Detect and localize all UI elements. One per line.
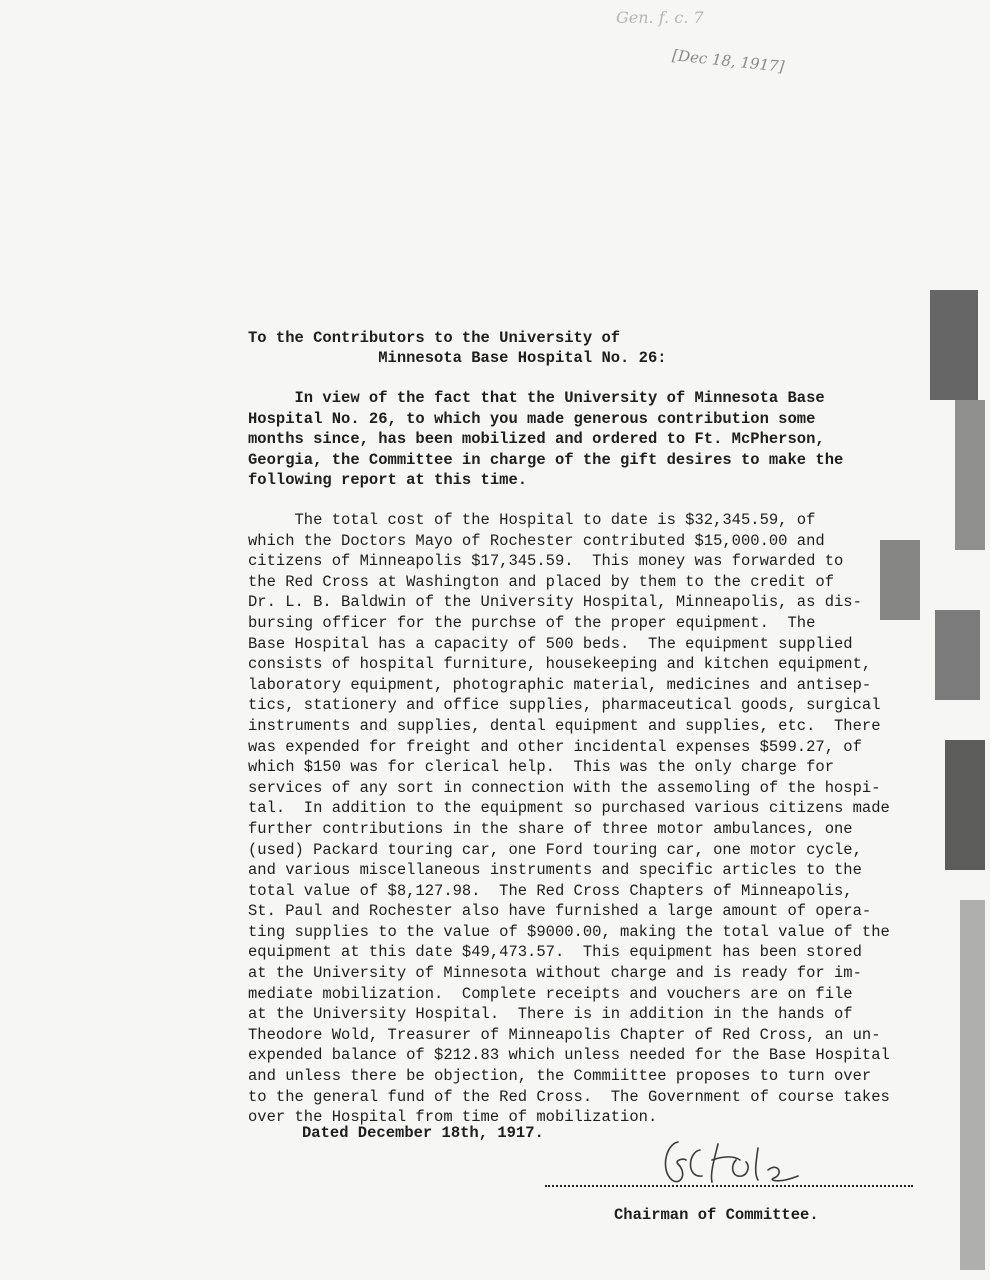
date-line: Dated December 18th, 1917. bbox=[302, 1124, 544, 1142]
signature-line bbox=[545, 1185, 913, 1187]
scan-edge-shadow bbox=[930, 290, 978, 400]
signature-title: Chairman of Committee. bbox=[614, 1206, 819, 1224]
scan-edge-shadow bbox=[935, 610, 980, 700]
salutation-line-1: To the Contributors to the University of bbox=[248, 329, 621, 347]
scan-edge-shadow bbox=[955, 400, 985, 550]
salutation bbox=[248, 328, 667, 368]
paragraph-report: The total cost of the Hospital to date is $32,345.59, of which the Doctors Mayo of Rochester contributed $15,000.00 and citizens of Minneapolis $17,345.59. This money was forwarded to the Red Cross at Washington and placed by them to the credit of Dr. L. B. Baldwin of the University Hospital, Minneapolis, as dis- bursing officer for the purchse of the proper equipment. The Base Hospital has a capacity of 500 beds. The equipment supplied consists of hospital furniture, housekeeping and kitchen equipment, laboratory equipment, photographic material, medicines and antisep- tics, stationery and office supplies, pharmaceutical goods, surgical instruments and supplies, dental equipment and supplies, etc. There was expended for freight and other incidental expenses $599.27, of which $150 was for clerical help. This was the only charge for services of any sort in connection with the assemoling of the hospi- tal. In addition to the equipment so purchased various citizens made further contributions in the share of three motor ambulances, one (used) Packard touring car, one Ford touring car, one motor cycle, and various miscellaneous instruments and specific articles to the total value of $8,127.98. The Red Cross Chapters of Minneapolis, St. Paul and Rochester also have furnished a large amount of opera- ting supplies to the value of $9000.00, making the total value of the equipment at this date $49,473.57. This equipment has been stored at the University of Minnesota without charge and is ready for im- mediate mobilization. Complete receipts and vouchers are on file at the University Hospital. There is in addition in the hands of Theodore Wold, Treasurer of Minneapolis Chapter of Red Cross, an un- expended balance of $212.83 which unless needed for the Base Hospital and unless there be objection, the Commiittee proposes to turn over to the general fund of the Red Cross. The Government of course takes over the Hospital from time of mobilization. bbox=[248, 511, 890, 1127]
scan-edge-shadow bbox=[960, 900, 985, 1270]
pencil-note-top: Gen. f. c. 7 bbox=[616, 8, 704, 27]
salutation-line-2: Minnesota Base Hospital No. 26: bbox=[248, 349, 667, 367]
signature bbox=[648, 1130, 828, 1190]
paragraph-intro: In view of the fact that the University of Minnesota Base Hospital No. 26, to which you made generous contribution some months since, has been mobilized and ordered to Ft. McPherson, Georgia, the Committee in charge of the gift desires to make the following report at this time. bbox=[248, 389, 844, 490]
scan-edge-shadow bbox=[945, 740, 985, 870]
pencil-date-note: [Dec 18, 1917] bbox=[671, 46, 786, 76]
